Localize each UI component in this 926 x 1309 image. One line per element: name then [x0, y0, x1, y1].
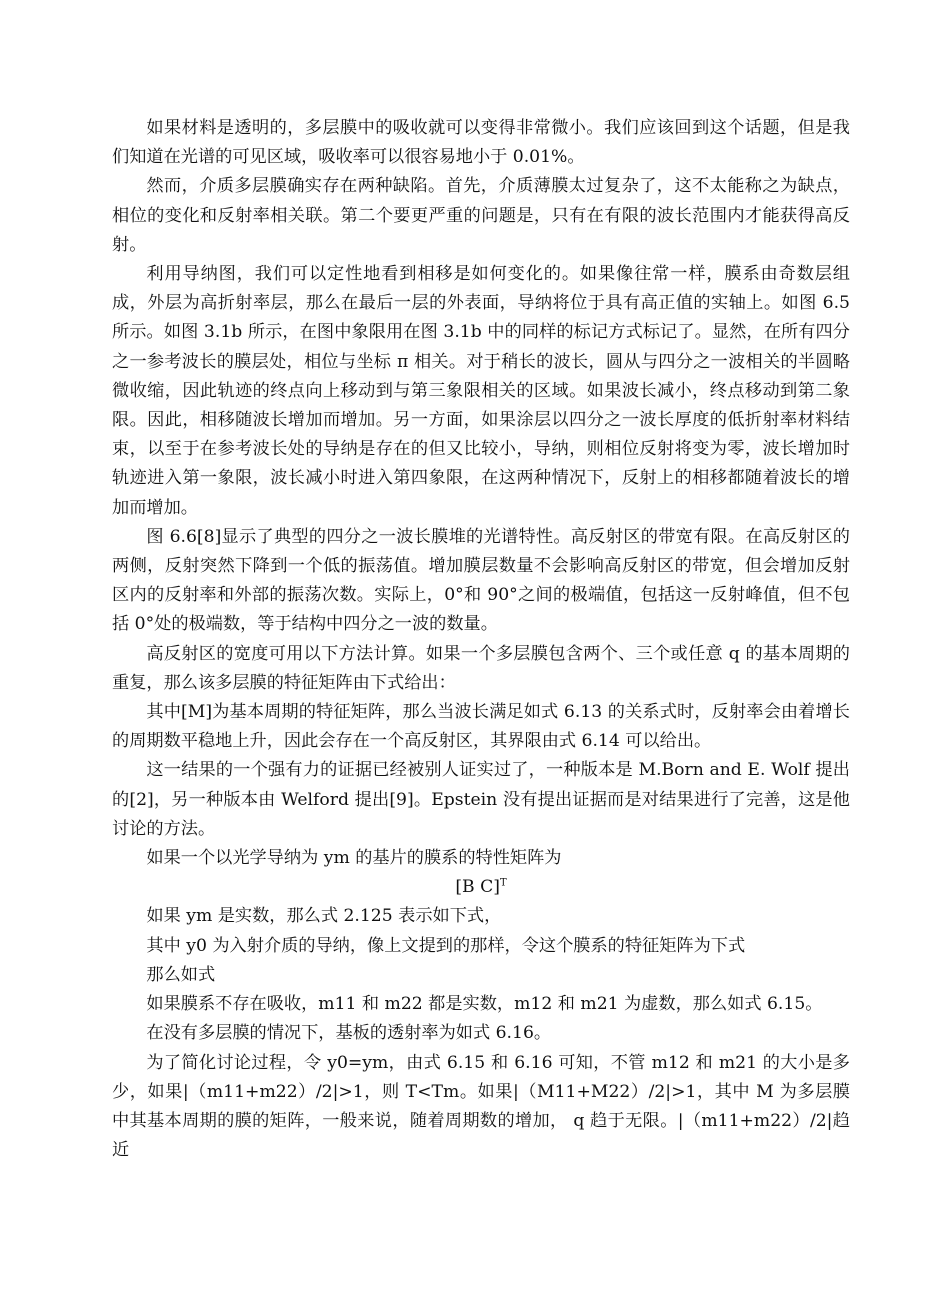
paragraph-2: 然而，介质多层膜确实存在两种缺陷。首先，介质薄膜太过复杂了，这不太能称之为缺点，相位的变化和反射率相关联。第二个要更严重的问题是，只有在有限的波长范围内才能获得高反射。: [112, 176, 850, 255]
paragraph-6: 其中[M]为基本周期的特征矩阵，那么当波长满足如式 6.13 的关系式时，反射率会由着增长的周期数平稳地上升，因此会存在一个高反射区，其界限由式 6.14 可以给出。: [112, 702, 850, 752]
paragraph-14: 为了简化讨论过程，令 y0=ym，由式 6.15 和 6.16 可知，不管 m12 和 m21 的大小是多少，如果|（m11+m22）/2|>1，则 T<Tm。如果|（M11+M22）/2|>1，其中 M 为多层膜中其基本周期的膜的矩阵，一般来说，随着周期数的增加， q 趋于无限。|（m11+m22）/2|趋近: [112, 1052, 850, 1161]
paragraph-8: 如果一个以光学导纳为 ym 的基片的膜系的特性矩阵为: [146, 848, 562, 869]
matrix-expression: [112, 873, 850, 902]
matrix-expression-transpose: T: [499, 877, 507, 889]
paragraph-7: 这一结果的一个强有力的证据已经被别人证实过了，一种版本是 M.Born and E. Wolf 提出的[2]，另一种版本由 Welford 提出[9]。Epstein 没有提出证据而是对结果进行了完善，这是他讨论的方法。: [112, 760, 850, 839]
matrix-expression-base: [B C]: [455, 877, 500, 898]
paragraph-5: 高反射区的宽度可用以下方法计算。如果一个多层膜包含两个、三个或任意 q 的基本周期的重复，那么该多层膜的特征矩阵由下式给出：: [112, 643, 850, 693]
paragraph-1: 如果材料是透明的，多层膜中的吸收就可以变得非常微小。我们应该回到这个话题，但是我们知道在光谱的可见区域，吸收率可以很容易地小于 0.01%。: [112, 118, 850, 168]
page-body: [112, 114, 850, 1165]
paragraph-13: 在没有多层膜的情况下，基板的透射率为如式 6.16。: [146, 1023, 552, 1044]
paragraph-12: 如果膜系不存在吸收，m11 和 m22 都是实数，m12 和 m21 为虚数，那么如式 6.15。: [146, 994, 823, 1015]
paragraph-10: 其中 y0 为入射介质的导纳，像上文提到的那样，令这个膜系的特征矩阵为下式: [146, 935, 746, 956]
paragraph-11: 那么如式: [146, 964, 216, 985]
paragraph-4: 图 6.6[8]显示了典型的四分之一波长膜堆的光谱特性。高反射区的带宽有限。在高反射区的两侧，反射突然下降到一个低的振荡值。增加膜层数量不会影响高反射区的带宽，但会增加反射区内的反射率和外部的振荡次数。实际上，0°和 90°之间的极端值，包括这一反射峰值，但不包括 0°处的极端数，等于结构中四分之一波的数量。: [112, 526, 850, 635]
paragraph-3: 利用导纳图，我们可以定性地看到相移是如何变化的。如果像往常一样，膜系由奇数层组成，外层为高折射率层，那么在最后一层的外表面，导纳将位于具有高正值的实轴上。如图 6.5 所示。如图 3.1b 所示，在图中象限用在图 3.1b 中的同样的标记方式标记了。显然，在所有四分之一参考波长的膜层处，相位与坐标 π 相关。对于稍长的波长，圆从与四分之一波相关的半圆略微收缩，因此轨迹的终点向上移动到与第三象限相关的区域。如果波长减小，终点移动到第二象限。因此，相移随波长增加而增加。另一方面，如果涂层以四分之一波长厚度的低折射率材料结束，以至于在参考波长处的导纳是存在的但又比较小，导纳，则相位反射将变为零，波长增加时轨迹进入第一象限，波长减小时进入第四象限，在这两种情况下，反射上的相移都随着波长的增加而增加。: [112, 264, 850, 518]
paragraph-9: 如果 ym 是实数，那么式 2.125 表示如下式，: [146, 906, 502, 927]
